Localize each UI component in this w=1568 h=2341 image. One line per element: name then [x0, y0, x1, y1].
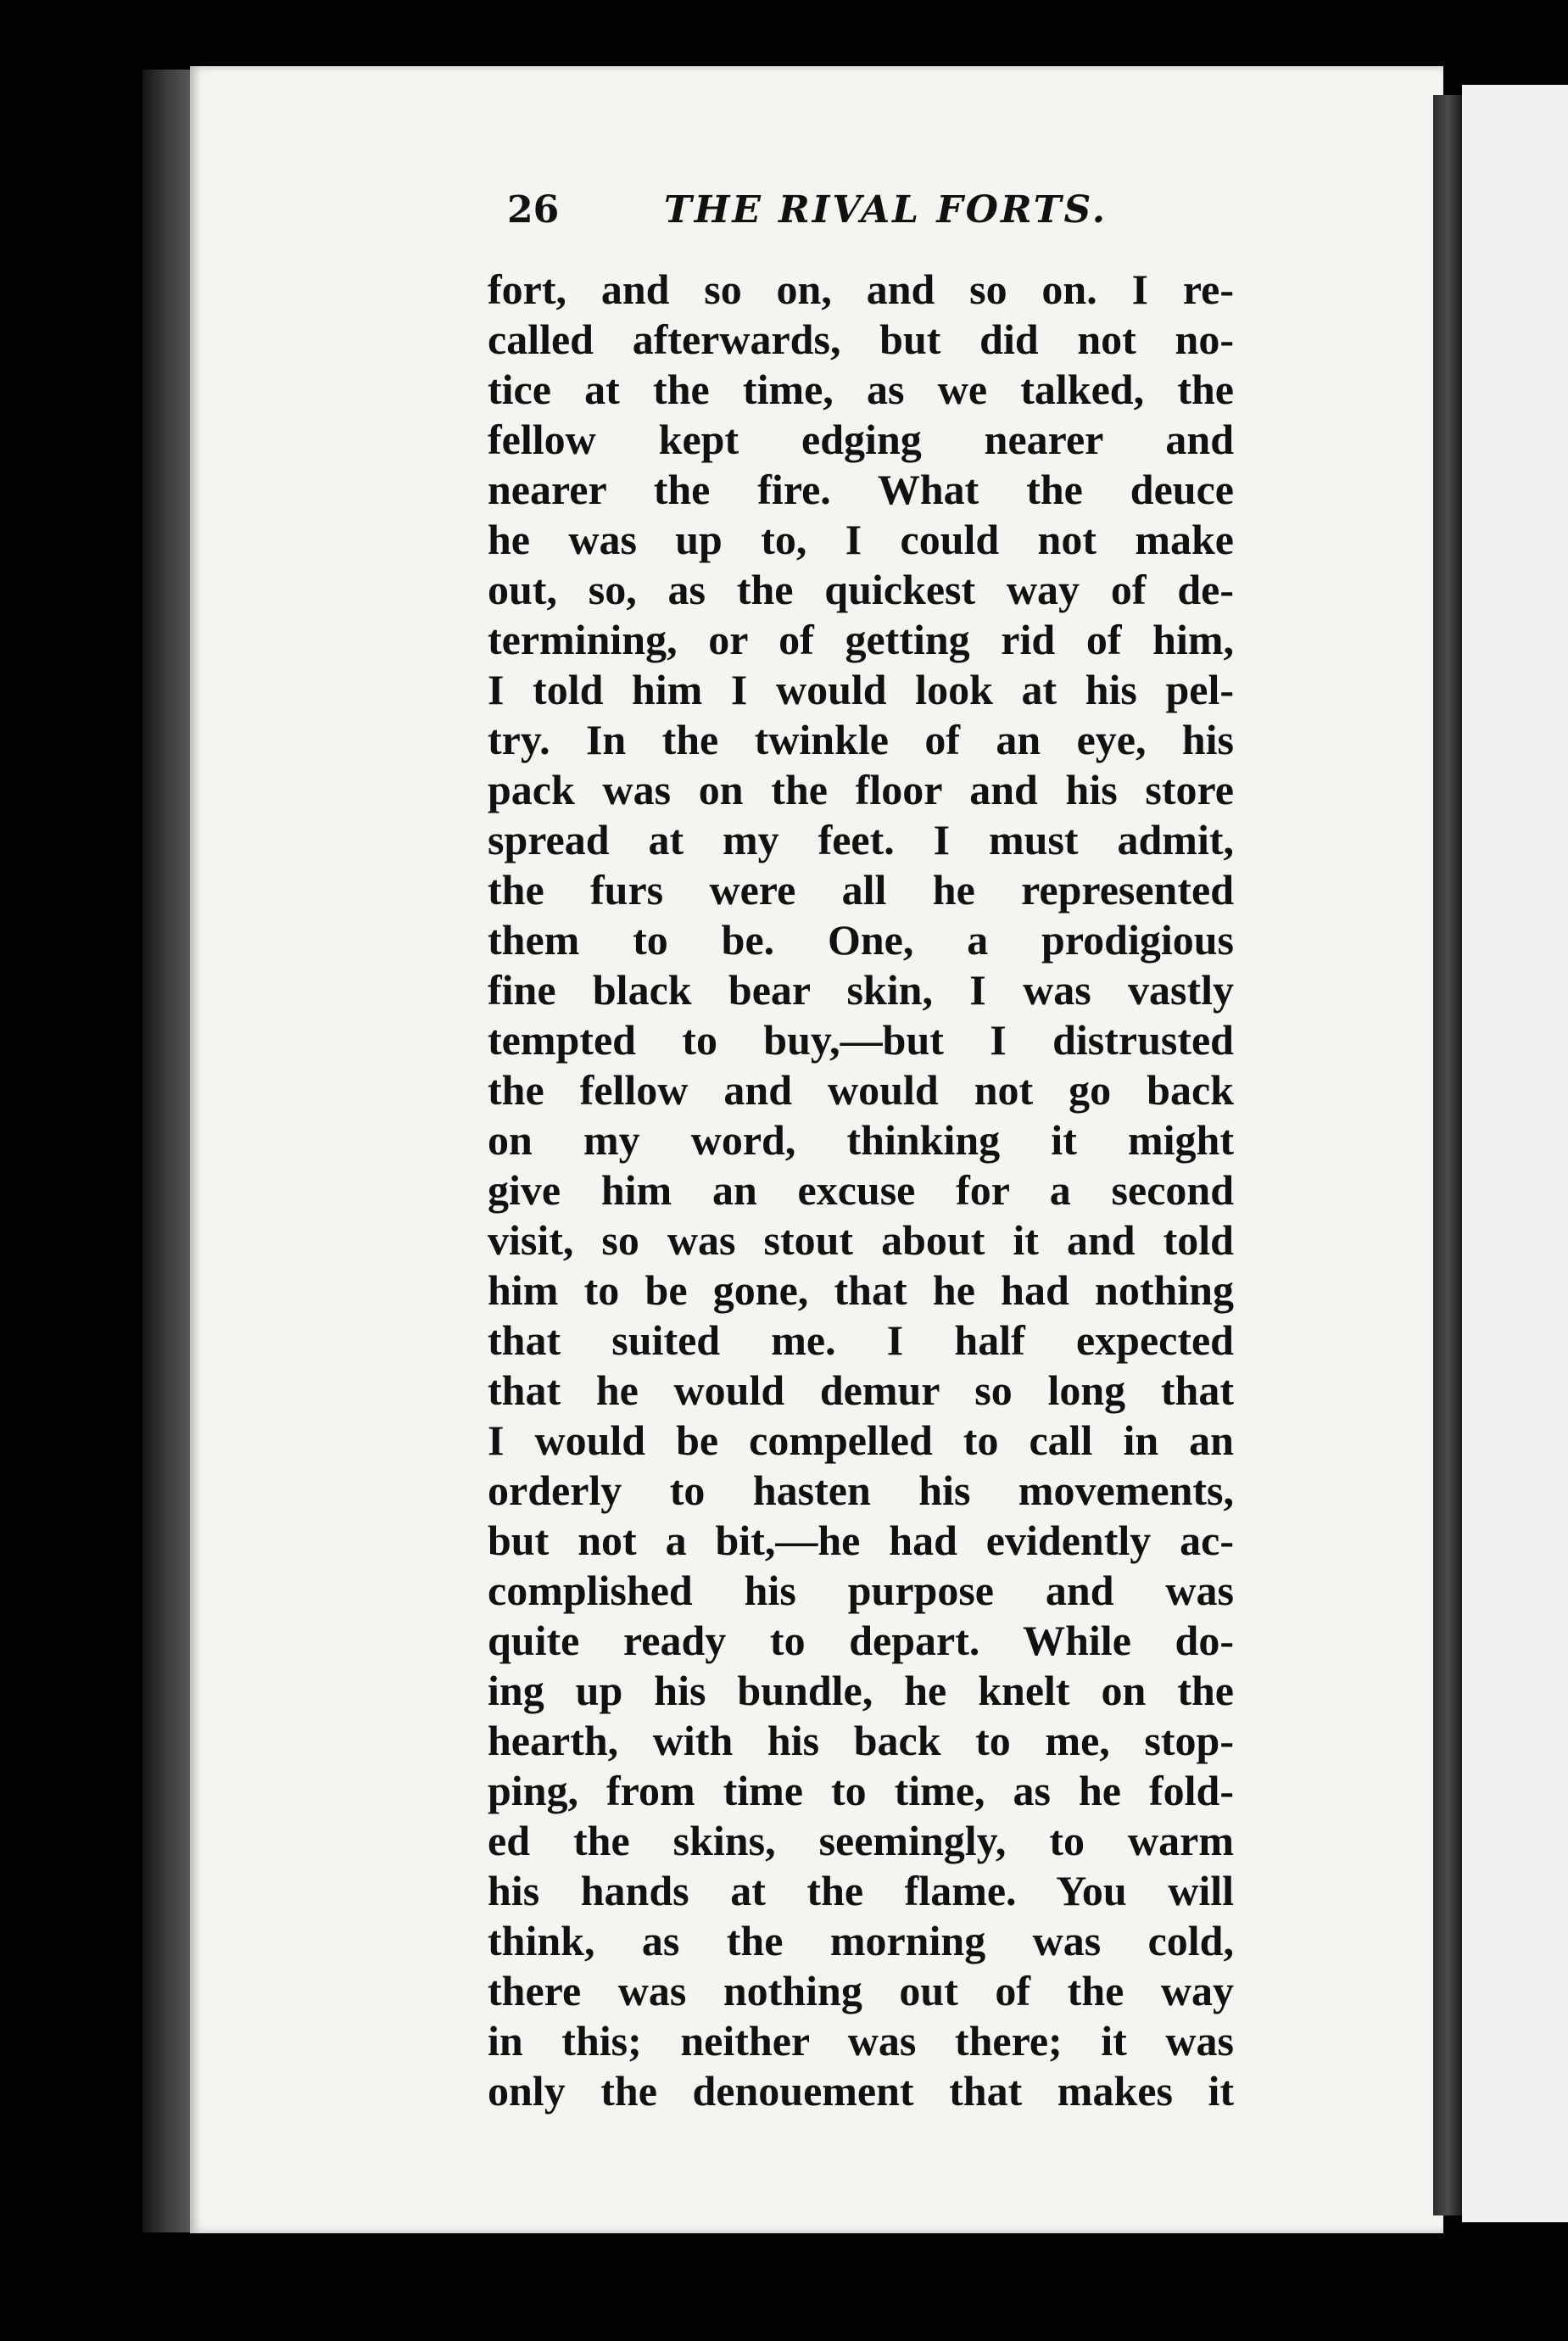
book-spine-shadow [142, 70, 193, 2232]
text-line: nearer the fire. What the deuce [488, 466, 1234, 513]
text-line: them to be. One, a prodigious [488, 916, 1234, 964]
text-line: hearth, with his back to me, stop- [488, 1717, 1234, 1764]
text-line: that he would demur so long that [488, 1366, 1234, 1414]
text-line: he was up to, I could not make [488, 516, 1234, 563]
page-number: 26 [507, 188, 560, 232]
adjacent-page-edge [1462, 85, 1568, 2222]
body-text [488, 265, 1234, 2116]
text-line: him to be gone, that he had nothing [488, 1266, 1234, 1314]
text-line: the furs were all he represented [488, 866, 1234, 913]
running-head [507, 188, 1118, 248]
text-line: visit, so was stout about it and told [488, 1216, 1234, 1264]
text-line: the fellow and would not go back [488, 1066, 1234, 1114]
text-line: fellow kept edging nearer and [488, 416, 1234, 463]
text-line: only the denouement that makes it [488, 2067, 1234, 2115]
text-line: termining, or of getting rid of him, [488, 616, 1234, 663]
book-title: THE RIVAL FORTS. [664, 188, 1108, 232]
text-line: ing up his bundle, he knelt on the [488, 1667, 1234, 1714]
text-line: think, as the morning was cold, [488, 1917, 1234, 1964]
page-edge-shadow [1433, 95, 1462, 2215]
text-line: fort, and so on, and so on. I re- [488, 265, 1234, 313]
text-line: ed the skins, seemingly, to warm [488, 1817, 1234, 1864]
text-line: spread at my feet. I must admit, [488, 816, 1234, 863]
text-line: tempted to buy,—but I distrusted [488, 1016, 1234, 1064]
text-line: that suited me. I half expected [488, 1316, 1234, 1364]
text-line: pack was on the floor and his store [488, 766, 1234, 813]
text-line: try. In the twinkle of an eye, his [488, 716, 1234, 763]
text-line: out, so, as the quickest way of de- [488, 566, 1234, 613]
text-line: give him an excuse for a second [488, 1166, 1234, 1214]
text-line: orderly to hasten his movements, [488, 1467, 1234, 1514]
text-line: his hands at the flame. You will [488, 1867, 1234, 1914]
text-line: in this; neither was there; it was [488, 2017, 1234, 2064]
text-line: complished his purpose and was [488, 1567, 1234, 1614]
text-line: there was nothing out of the way [488, 1967, 1234, 2014]
text-line: I would be compelled to call in an [488, 1416, 1234, 1464]
text-line: quite ready to depart. While do- [488, 1617, 1234, 1664]
text-line: ping, from time to time, as he fold- [488, 1767, 1234, 1814]
text-line: but not a bit,—he had evidently ac- [488, 1517, 1234, 1564]
text-line: fine black bear skin, I was vastly [488, 966, 1234, 1014]
text-line: called afterwards, but did not no- [488, 316, 1234, 363]
text-line: on my word, thinking it might [488, 1116, 1234, 1164]
text-line: tice at the time, as we talked, the [488, 366, 1234, 413]
text-line: I told him I would look at his pel- [488, 666, 1234, 713]
